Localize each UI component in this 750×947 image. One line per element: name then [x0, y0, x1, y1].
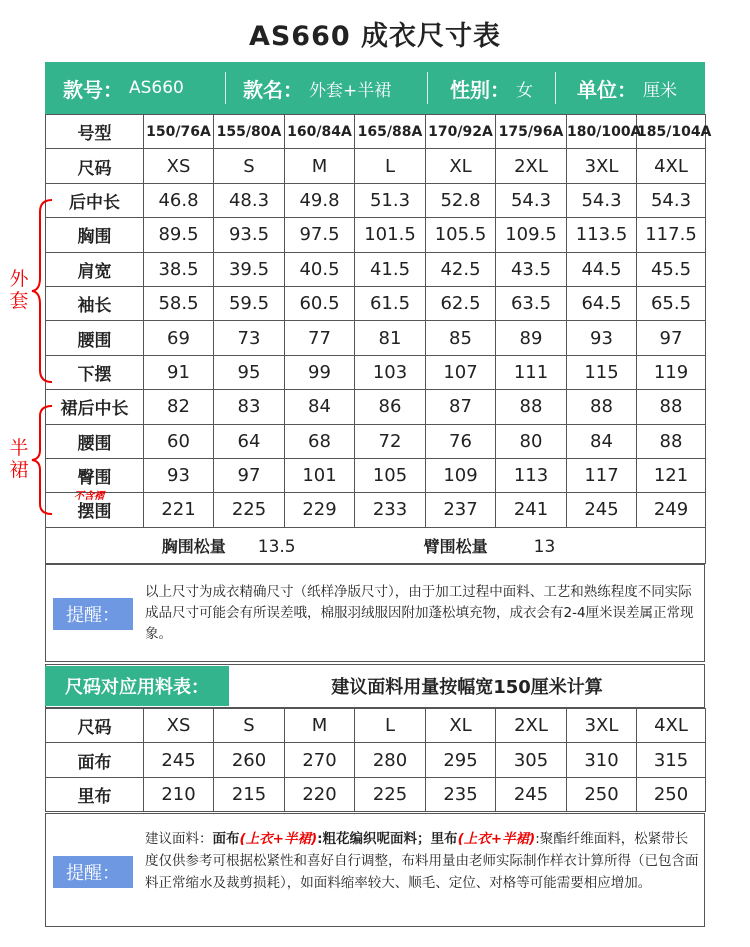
row-label: 袖长 [46, 286, 144, 320]
fabric-section-label: 尺码对应用料表： [45, 666, 229, 706]
skirt-side-label: 半裙 [9, 437, 29, 481]
value-cell: 48.3 [214, 183, 285, 217]
value-cell: 88 [496, 390, 567, 424]
fabric-table [45, 708, 706, 812]
value-cell: 241 [496, 493, 567, 527]
size-cell: 2XL [496, 709, 567, 743]
size-cell: S [214, 709, 285, 743]
fabric-row [46, 743, 706, 777]
value-cell: 210 [144, 777, 214, 811]
value-cell: 215 [214, 777, 285, 811]
value-cell: 97 [637, 321, 706, 355]
table-row [46, 493, 706, 527]
value-cell: 45.5 [637, 252, 706, 286]
row-label: 摆围 [46, 493, 144, 527]
table-row [46, 252, 706, 286]
style-no-value: AS660 [129, 78, 184, 98]
size-cell: XL [426, 149, 496, 183]
size-cell: S [214, 149, 285, 183]
value-cell: 99 [285, 355, 355, 389]
value-cell: 51.3 [355, 183, 426, 217]
value-cell: 72 [355, 424, 426, 458]
value-cell: 61.5 [355, 286, 426, 320]
table-row [46, 183, 706, 217]
value-cell: 233 [355, 493, 426, 527]
value-cell: 101 [285, 458, 355, 492]
value-cell: 111 [496, 355, 567, 389]
size-cell: 2XL [496, 149, 567, 183]
model-cell: 155/80A [214, 115, 285, 149]
value-cell: 225 [355, 777, 426, 811]
page-title: AS660 成衣尺寸表 [248, 21, 502, 52]
value-cell: 80 [496, 424, 567, 458]
table-row [46, 355, 706, 389]
value-cell: 220 [285, 777, 355, 811]
row-label: 里布 [46, 777, 144, 811]
size-cell: XS [144, 149, 214, 183]
value-cell: 82 [144, 390, 214, 424]
chest-ease-value: 13.5 [257, 536, 296, 557]
value-cell: 73 [214, 321, 285, 355]
size-cell: L [355, 149, 426, 183]
value-cell: 93.5 [214, 218, 285, 252]
row-label: 裙后中长 [46, 390, 144, 424]
size-cell: XL [426, 709, 496, 743]
size-cell: 4XL [637, 149, 706, 183]
value-cell: 260 [214, 743, 285, 777]
tip-badge-2: 提醒： [53, 856, 133, 888]
style-name-label: 款名： [243, 77, 303, 102]
value-cell: 105.5 [426, 218, 496, 252]
value-cell: 235 [426, 777, 496, 811]
row-label: 臀围 [46, 458, 144, 492]
row-label: 号型 [46, 115, 144, 149]
size-cell: M [285, 149, 355, 183]
note2-lining-tag: (上衣+半裙) [457, 831, 536, 847]
value-cell: 91 [144, 355, 214, 389]
note2-outer-label: 面布 [212, 831, 240, 847]
value-cell: 81 [355, 321, 426, 355]
size-table [45, 114, 712, 564]
row-label: 下摆 [46, 355, 144, 389]
value-cell: 88 [637, 424, 706, 458]
value-cell: 39.5 [214, 252, 285, 286]
value-cell: 54.3 [496, 183, 567, 217]
value-cell: 54.3 [637, 183, 706, 217]
value-cell: 58.5 [144, 286, 214, 320]
model-cell: 165/88A [355, 115, 426, 149]
jacket-side-label: 外套 [9, 268, 29, 312]
row-label: 腰围 [46, 424, 144, 458]
fabric-suggestion: 建议面料用量按幅宽150厘米计算 [331, 677, 603, 698]
value-cell: 221 [144, 493, 214, 527]
gender-value: 女 [516, 80, 533, 101]
skirt-brace [30, 404, 60, 516]
table-row [46, 390, 706, 424]
style-no [63, 62, 184, 114]
row-label: 腰围 [46, 321, 144, 355]
value-cell: 93 [567, 321, 637, 355]
value-cell: 63.5 [496, 286, 567, 320]
gender [450, 62, 533, 114]
value-cell: 60.5 [285, 286, 355, 320]
style-name-value: 外套+半裙 [309, 80, 392, 101]
value-cell: 245 [567, 493, 637, 527]
value-cell: 105 [355, 458, 426, 492]
value-cell: 121 [637, 458, 706, 492]
value-cell: 88 [637, 390, 706, 424]
spec-header-bar [45, 62, 705, 114]
value-cell: 115 [567, 355, 637, 389]
table-row [46, 286, 706, 320]
style-no-label: 款号： [63, 77, 123, 102]
model-cell: 170/92A [426, 115, 496, 149]
value-cell: 117 [567, 458, 637, 492]
value-cell: 43.5 [496, 252, 567, 286]
value-cell: 113.5 [567, 218, 637, 252]
value-cell: 85 [426, 321, 496, 355]
value-cell: 237 [426, 493, 496, 527]
hip-ease-label: 臂围松量 [423, 536, 488, 556]
value-cell: 117.5 [637, 218, 706, 252]
value-cell: 65.5 [637, 286, 706, 320]
value-cell: 109 [426, 458, 496, 492]
value-cell: 84 [285, 390, 355, 424]
value-cell: 315 [637, 743, 706, 777]
model-cell: 150/76A [144, 115, 214, 149]
unit-label: 单位： [577, 77, 637, 102]
ease-row [46, 527, 706, 563]
gender-label: 性别： [450, 77, 510, 102]
unit [577, 62, 677, 114]
chest-ease-label: 胸围松量 [161, 536, 226, 556]
value-cell: 295 [426, 743, 496, 777]
value-cell: 270 [285, 743, 355, 777]
value-cell: 44.5 [567, 252, 637, 286]
value-cell: 250 [637, 777, 706, 811]
note-text-2 [145, 828, 700, 894]
value-cell: 310 [567, 743, 637, 777]
value-cell: 62.5 [426, 286, 496, 320]
value-cell: 64.5 [567, 286, 637, 320]
value-cell: 249 [637, 493, 706, 527]
row-label: 尺码 [46, 149, 144, 183]
model-cell: 160/84A [285, 115, 355, 149]
value-cell: 52.8 [426, 183, 496, 217]
value-cell: 38.5 [144, 252, 214, 286]
value-cell: 229 [285, 493, 355, 527]
value-cell: 95 [214, 355, 285, 389]
table-row [46, 424, 706, 458]
note2-outer-text: :粗花编织呢面料； [317, 831, 431, 847]
note2-lining-text: :聚酯纤维面料，松紧带长度仅供参考可根据松紧性和喜好自行调整，布料用量由老师实际制作样衣计算所得（已包含面料正常缩水及裁剪损耗），如面料缩率较大、顺毛、定位、对格等可能需要相应增加。 [145, 831, 699, 891]
ease-cell [46, 527, 706, 563]
size-cell: 3XL [567, 149, 637, 183]
value-cell: 41.5 [355, 252, 426, 286]
value-cell: 88 [567, 390, 637, 424]
value-cell: 83 [214, 390, 285, 424]
jacket-brace [30, 198, 60, 384]
value-cell: 305 [496, 743, 567, 777]
value-cell: 280 [355, 743, 426, 777]
table-row [46, 458, 706, 492]
size-cell: 3XL [567, 709, 637, 743]
note2-prefix: 建议面料： [145, 831, 213, 847]
value-cell: 89.5 [144, 218, 214, 252]
value-cell: 113 [496, 458, 567, 492]
value-cell: 245 [144, 743, 214, 777]
style-name [243, 62, 391, 114]
hip-ease-value: 13 [533, 536, 556, 557]
value-cell: 60 [144, 424, 214, 458]
value-cell: 109.5 [496, 218, 567, 252]
value-cell: 46.8 [144, 183, 214, 217]
row-label: 胸围 [46, 218, 144, 252]
value-cell: 64 [214, 424, 285, 458]
hip-note: 不含褶 [74, 491, 104, 502]
value-cell: 49.8 [285, 183, 355, 217]
size-cell: L [355, 709, 426, 743]
model-cell: 180/100A [567, 115, 637, 149]
fabric-size-row [46, 709, 706, 743]
fabric-row [46, 777, 706, 811]
note2-outer-tag: (上衣+半裙) [239, 831, 318, 847]
note2-lining-label: 里布 [430, 831, 458, 847]
row-label: 肩宽 [46, 252, 144, 286]
value-cell: 77 [285, 321, 355, 355]
value-cell: 107 [426, 355, 496, 389]
value-cell: 119 [637, 355, 706, 389]
value-cell: 97 [214, 458, 285, 492]
value-cell: 40.5 [285, 252, 355, 286]
model-cell: 175/96A [496, 115, 567, 149]
value-cell: 89 [496, 321, 567, 355]
value-cell: 103 [355, 355, 426, 389]
value-cell: 93 [144, 458, 214, 492]
size-row [46, 149, 706, 183]
unit-value: 厘米 [643, 80, 677, 101]
tip-badge-1: 提醒： [53, 598, 133, 630]
row-label: 后中长 [46, 183, 144, 217]
value-cell: 97.5 [285, 218, 355, 252]
table-row [46, 321, 706, 355]
value-cell: 225 [214, 493, 285, 527]
value-cell: 68 [285, 424, 355, 458]
value-cell: 250 [567, 777, 637, 811]
value-cell: 84 [567, 424, 637, 458]
value-cell: 86 [355, 390, 426, 424]
value-cell: 87 [426, 390, 496, 424]
table-row [46, 218, 706, 252]
note-text-1: 以上尺寸为成衣精确尺寸（纸样净版尺寸），由于加工过程中面料、工艺和熟练程度不同实际成品尺寸可能会有所误差哦，棉服羽绒服因附加蓬松填充物，成衣会有2-4厘米误差属正常现象。 [145, 584, 694, 642]
value-cell: 42.5 [426, 252, 496, 286]
value-cell: 245 [496, 777, 567, 811]
value-cell: 69 [144, 321, 214, 355]
row-label: 尺码 [46, 709, 144, 743]
size-cell: XS [144, 709, 214, 743]
row-label: 面布 [46, 743, 144, 777]
model-cell: 185/104A [637, 115, 706, 149]
model-row [46, 115, 706, 149]
size-cell: 4XL [637, 709, 706, 743]
value-cell: 59.5 [214, 286, 285, 320]
value-cell: 54.3 [567, 183, 637, 217]
value-cell: 101.5 [355, 218, 426, 252]
size-cell: M [285, 709, 355, 743]
value-cell: 76 [426, 424, 496, 458]
